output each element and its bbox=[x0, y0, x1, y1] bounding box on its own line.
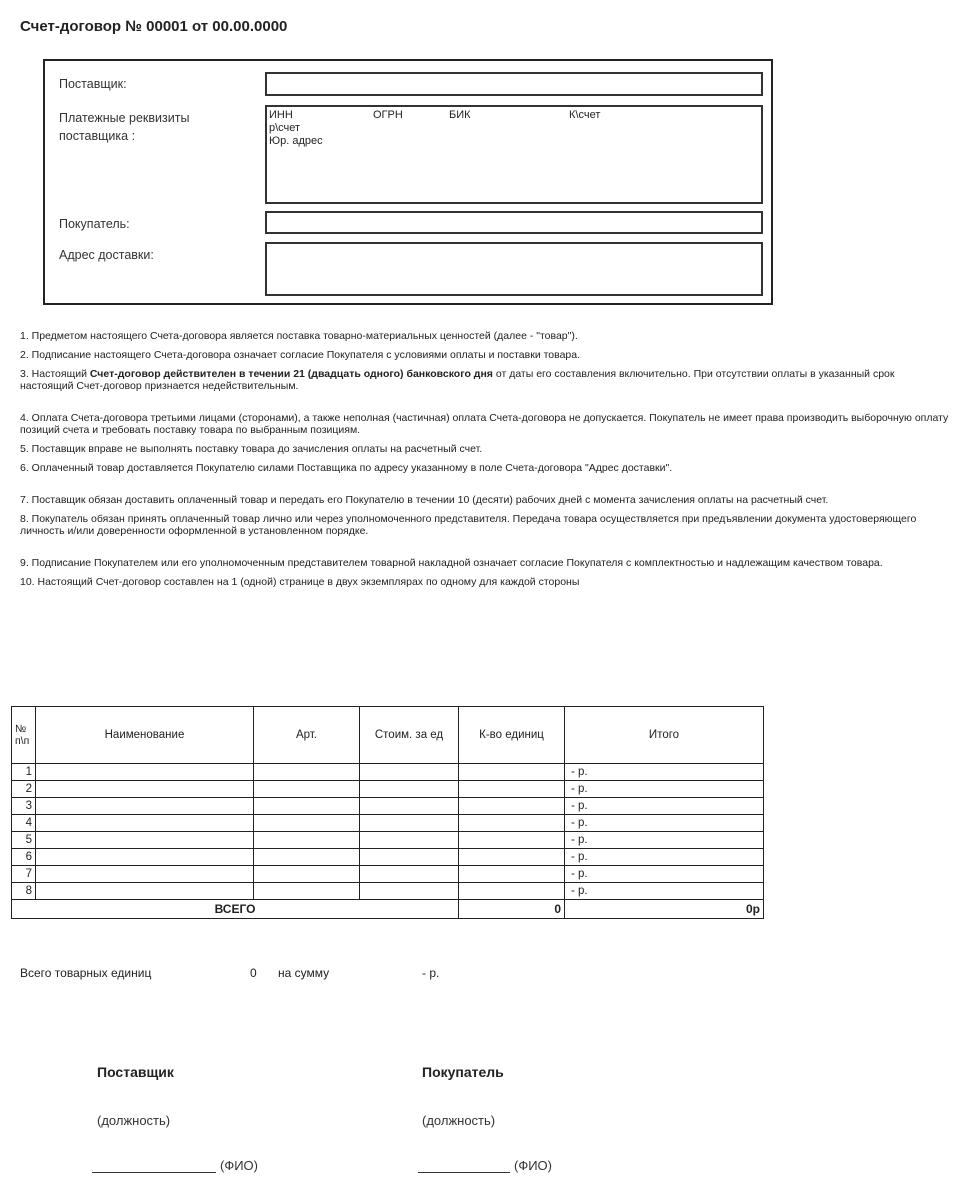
row-name-cell[interactable] bbox=[36, 849, 254, 866]
row-qty-cell[interactable] bbox=[459, 798, 565, 815]
supplier-signature-title: Поставщик bbox=[97, 1064, 174, 1080]
table-row bbox=[12, 781, 764, 798]
supplier-position: (должность) bbox=[97, 1113, 171, 1128]
row-total-cell: - р. bbox=[565, 832, 764, 849]
total-label: ВСЕГО bbox=[12, 900, 459, 919]
row-total-cell: - р. bbox=[565, 849, 764, 866]
clause-7: 7. Поставщик обязан доставить оплаченный товар и передать его Покупателю в течении 10 (десяти) рабочих дней с момента зачисления оплаты на расчетный счет. bbox=[20, 494, 829, 506]
col-header-total: Итого bbox=[565, 707, 764, 764]
table-row bbox=[12, 832, 764, 849]
row-price-cell[interactable] bbox=[360, 815, 459, 832]
row-total-cell: - р. bbox=[565, 866, 764, 883]
row-num: 6 bbox=[12, 849, 36, 866]
clause-3: 3. Настоящий Счет-договор действителен в течении 21 (двадцать одного) банковского дня от даты его составления включительно. При отсутствии оплаты в указанный срок настоящий Счет-договор признается недействительным. bbox=[20, 368, 895, 392]
row-num: 7 bbox=[12, 866, 36, 883]
buyer-fio: (ФИО) bbox=[514, 1158, 552, 1173]
buyer-signature-line[interactable] bbox=[418, 1172, 510, 1173]
row-qty-cell[interactable] bbox=[459, 866, 565, 883]
supplier-field[interactable] bbox=[265, 72, 763, 96]
total-sum: 0р bbox=[565, 900, 764, 919]
row-name-cell[interactable] bbox=[36, 815, 254, 832]
col-header-num: № п\п bbox=[12, 707, 36, 764]
col-header-qty: К-во единиц bbox=[459, 707, 565, 764]
row-qty-cell[interactable] bbox=[459, 781, 565, 798]
row-name-cell[interactable] bbox=[36, 764, 254, 781]
buyer-position: (должность) bbox=[422, 1113, 496, 1128]
buyer-field[interactable] bbox=[265, 211, 763, 234]
row-qty-cell[interactable] bbox=[459, 815, 565, 832]
clause-8: 8. Покупатель обязан принять оплаченный товар лично или через уполномоченного представителя. Передача товара осуществляется при предъявлении документа удостоверяющего личность и/или доверенности оформленной в установленном порядке. bbox=[20, 513, 917, 537]
row-price-cell[interactable] bbox=[360, 849, 459, 866]
row-name-cell[interactable] bbox=[36, 832, 254, 849]
table-total-row bbox=[12, 900, 764, 919]
row-price-cell[interactable] bbox=[360, 866, 459, 883]
payment-details-label: Платежные реквизиты поставщика : bbox=[59, 111, 190, 143]
row-qty-cell[interactable] bbox=[459, 764, 565, 781]
clause-9: 9. Подписание Покупателем или его уполномоченным представителем товарной накладной означает согласие Покупателя с комплектностью и надлежащим качеством товара. bbox=[20, 557, 883, 569]
supplier-signature-line[interactable] bbox=[92, 1172, 216, 1173]
delivery-address-label: Адрес доставки: bbox=[59, 248, 154, 262]
row-art-cell[interactable] bbox=[254, 849, 360, 866]
row-qty-cell[interactable] bbox=[459, 883, 565, 900]
row-art-cell[interactable] bbox=[254, 764, 360, 781]
bik-label: БИК bbox=[449, 109, 471, 121]
row-num: 2 bbox=[12, 781, 36, 798]
row-num: 8 bbox=[12, 883, 36, 900]
row-art-cell[interactable] bbox=[254, 883, 360, 900]
row-art-cell[interactable] bbox=[254, 832, 360, 849]
kschet-label: К\счет bbox=[569, 109, 601, 121]
table-header-row bbox=[12, 707, 764, 764]
row-name-cell[interactable] bbox=[36, 781, 254, 798]
goods-table bbox=[11, 706, 764, 919]
row-price-cell[interactable] bbox=[360, 798, 459, 815]
row-art-cell[interactable] bbox=[254, 781, 360, 798]
row-total-cell: - р. bbox=[565, 798, 764, 815]
sum-label: на сумму bbox=[278, 966, 330, 980]
rschet-label: р\счет bbox=[269, 122, 301, 134]
row-name-cell[interactable] bbox=[36, 798, 254, 815]
row-price-cell[interactable] bbox=[360, 781, 459, 798]
clause-1: 1. Предметом настоящего Счета-договора является поставка товарно-материальных ценностей (далее - "товар"). bbox=[20, 330, 578, 342]
row-price-cell[interactable] bbox=[360, 832, 459, 849]
row-total-cell: - р. bbox=[565, 781, 764, 798]
document-title: Счет-договор № 00001 от 00.00.0000 bbox=[20, 18, 288, 35]
row-num: 4 bbox=[12, 815, 36, 832]
row-art-cell[interactable] bbox=[254, 798, 360, 815]
table-row bbox=[12, 849, 764, 866]
row-qty-cell[interactable] bbox=[459, 832, 565, 849]
row-num: 5 bbox=[12, 832, 36, 849]
delivery-address-field[interactable] bbox=[265, 242, 763, 296]
table-row bbox=[12, 815, 764, 832]
ogrn-label: ОГРН bbox=[373, 109, 403, 121]
supplier-fio: (ФИО) bbox=[220, 1158, 258, 1173]
clause-5: 5. Поставщик вправе не выполнять поставку товара до зачисления оплаты на расчетный счет. bbox=[20, 443, 483, 455]
row-num: 1 bbox=[12, 764, 36, 781]
row-total-cell: - р. bbox=[565, 815, 764, 832]
row-total-cell: - р. bbox=[565, 883, 764, 900]
row-price-cell[interactable] bbox=[360, 883, 459, 900]
units-label: Всего товарных единиц bbox=[20, 966, 152, 980]
row-total-cell: - р. bbox=[565, 764, 764, 781]
legal-address-label: Юр. адрес bbox=[269, 135, 323, 147]
table-row bbox=[12, 883, 764, 900]
parties-form bbox=[43, 59, 773, 305]
payment-details-field[interactable] bbox=[265, 105, 763, 204]
col-header-name: Наименование bbox=[36, 707, 254, 764]
clause-2: 2. Подписание настоящего Счета-договора означает согласие Покупателя с условиями оплаты и поставки товара. bbox=[20, 349, 581, 361]
clause-4: 4. Оплата Счета-договора третьими лицами (сторонами), а также неполная (частичная) оплата Счета-договора не допускается. Покупатель не имеет права производить выборочную оплату позиций счета и требовать поставку товара по выбранным позициям. bbox=[20, 412, 949, 436]
clause-6: 6. Оплаченный товар доставляется Покупателю силами Поставщика по адресу указанному в поле Счета-договора "Адрес доставки". bbox=[20, 462, 673, 474]
row-art-cell[interactable] bbox=[254, 866, 360, 883]
contract-clauses bbox=[20, 330, 950, 595]
validity-term: Счет-договор действителен в течении 21 (двадцать одного) банковского дня bbox=[89, 368, 493, 380]
buyer-label: Покупатель: bbox=[59, 217, 130, 231]
buyer-signature-title: Покупатель bbox=[422, 1064, 504, 1080]
table-row bbox=[12, 764, 764, 781]
row-name-cell[interactable] bbox=[36, 883, 254, 900]
row-art-cell[interactable] bbox=[254, 815, 360, 832]
supplier-label: Поставщик: bbox=[59, 77, 127, 91]
col-header-price: Стоим. за ед bbox=[360, 707, 459, 764]
row-qty-cell[interactable] bbox=[459, 849, 565, 866]
inn-label: ИНН bbox=[269, 109, 293, 121]
total-qty: 0 bbox=[459, 900, 565, 919]
clause-10: 10. Настоящий Счет-договор составлен на 1 (одной) странице в двух экземплярах по одному для каждой стороны bbox=[20, 576, 580, 588]
row-name-cell[interactable] bbox=[36, 866, 254, 883]
units-value: 0 bbox=[250, 966, 257, 980]
col-header-art: Арт. bbox=[254, 707, 360, 764]
row-num: 3 bbox=[12, 798, 36, 815]
table-row bbox=[12, 866, 764, 883]
row-price-cell[interactable] bbox=[360, 764, 459, 781]
sum-value: - р. bbox=[422, 966, 440, 980]
table-row bbox=[12, 798, 764, 815]
